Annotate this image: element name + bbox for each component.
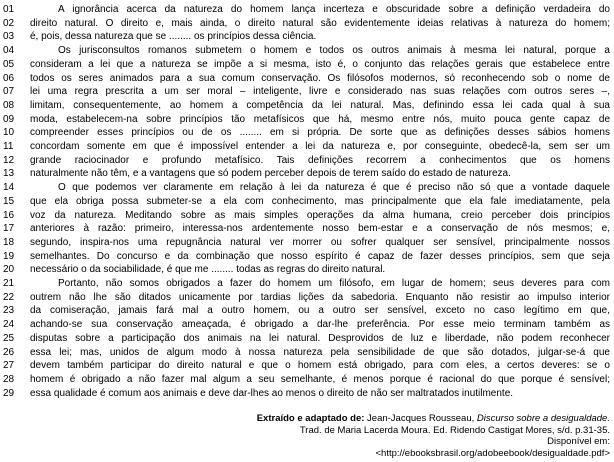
- credit-translation: Trad. de Maria Lacerda Moura. Ed. Ridendo Castigat Mores, s/d. p.31-35.: [299, 424, 610, 436]
- line-number: 09: [3, 113, 15, 125]
- line-text: outrem não lhe são ditados unicamente por tardias lições da sabedoria. Enquanto não resistir ao impulso interior: [30, 291, 610, 303]
- line-text: disputas sobre a participação dos animais na lei natural. Desprovidos de luz e liberdade, não podem reconhecer: [30, 332, 610, 344]
- line-number: 25: [3, 332, 15, 344]
- line-text: A ignorância acerca da natureza do homem lança incerteza e obscuridade sobre a definição verdadeira do: [58, 4, 610, 15]
- passage-line: [3, 181, 610, 195]
- line-text: naturalmente não têm, e a vantagens que só podem perceber depois de terem saído do estado de natureza.: [30, 168, 511, 180]
- credit-author: Jean-Jacques Rousseau,: [367, 413, 475, 425]
- credit-available-label: Disponível em:: [547, 436, 610, 448]
- line-text: grande raciocinador e profundo metafísico. Tais definições recorrem a conhecimentos que os homens: [30, 154, 610, 166]
- line-number: 22: [3, 291, 15, 303]
- passage-line: [3, 250, 610, 264]
- line-number: 05: [3, 58, 15, 70]
- passage-line: [3, 346, 610, 360]
- line-text: O que podemos ver claramente em relação à lei da natureza é que é preciso não só que a vontade daquele: [58, 182, 610, 194]
- passage-line: [3, 359, 610, 373]
- line-number: 26: [3, 346, 15, 358]
- line-number: 19: [3, 250, 15, 262]
- source-credit: [3, 413, 610, 459]
- line-text: homem é obrigado a não fazer mal algum a seu semelhante, é menos porque é racional do que porque é sensível;: [30, 373, 610, 385]
- passage-line: [3, 58, 610, 72]
- line-number: 04: [3, 45, 15, 57]
- passage-line: [3, 17, 610, 31]
- line-text: devem também participar do direito natural e que o homem está obrigado, para com eles, a certos deveres: se o: [30, 360, 610, 372]
- line-text: essa qualidade é comum aos animais e deve dar-lhes ao menos o direito de não ser maltratados inutilmente.: [30, 387, 514, 399]
- credit-title: Discurso sobre a desigualdade.: [476, 413, 610, 425]
- passage-line: [3, 154, 610, 168]
- line-text: Portanto, não somos obrigados a fazer do homem um filósofo, em lugar de homem; seus deveres para com: [58, 278, 610, 290]
- line-number: 21: [3, 278, 15, 290]
- line-text: consideram a lei que a natureza se impõe a si mesma, isto é, o conjunto das relações gerais que estabelece entre: [30, 58, 610, 70]
- line-text: anteriores à razão: primeiro, interessa-nos ardentemente nosso bem-estar e a conservação de nós mesmos; e,: [30, 223, 610, 235]
- line-number: 16: [3, 209, 15, 221]
- passage-line: [3, 140, 610, 154]
- passage-line: [3, 263, 610, 277]
- line-number: 17: [3, 223, 15, 235]
- passage-line: [3, 30, 610, 44]
- line-number: 12: [3, 154, 15, 166]
- line-number: 13: [3, 168, 15, 180]
- passage-line: [3, 318, 610, 332]
- line-text: achando-se sua conservação ameaçada, é obrigado a dar-lhe preferência. Por esse meio terminam também as: [30, 319, 610, 331]
- line-number: 03: [3, 31, 15, 43]
- credit-url: <http://ebooksbrasil.org/adobeebook/desigualdade.pdf>: [375, 447, 610, 459]
- line-number: 08: [3, 99, 15, 111]
- line-text: todos os seres animados para a sua comum conservação. Os filósofos modernos, só reconhecendo sob o nome de: [30, 72, 610, 84]
- line-text: essa lei; mas, unidos de algum modo à nossa natureza pela sensibilidade de que são dotados, julgar-se-á que: [30, 346, 610, 358]
- passage-line: [3, 209, 610, 223]
- passage-line: [3, 277, 610, 291]
- passage-line: [3, 44, 610, 58]
- passage-line: [3, 72, 610, 86]
- line-number: 14: [3, 182, 15, 194]
- passage-line: [3, 113, 610, 127]
- passage-line: [3, 304, 610, 318]
- passage-line: [3, 167, 610, 181]
- line-text: lei uma regra prescrita a um ser moral – inteligente, livre e considerado nas suas relações com outros seres –,: [30, 86, 610, 98]
- credit-source-line: [3, 413, 610, 424]
- line-number: 29: [3, 387, 15, 399]
- line-text: direito natural. O direito e, mais ainda, o direito natural são evidentemente ideias relativas à natureza do homem;: [30, 17, 610, 29]
- line-number: 27: [3, 360, 15, 372]
- line-number: 06: [3, 72, 15, 84]
- passage-line: [3, 222, 610, 236]
- line-number: 20: [3, 264, 15, 276]
- line-text: semelhantes. Do concurso e da combinação que nosso espírito é capaz de fazer desses princípios, sem que seja: [30, 250, 610, 262]
- line-number: 10: [3, 127, 15, 139]
- line-number: 11: [3, 141, 14, 153]
- passage-line: [3, 373, 610, 387]
- line-text: limitam, consequentemente, ao homem a competência da lei natural. Mas, definindo essa lei cada qual à sua: [30, 99, 610, 111]
- passage-line: [3, 126, 610, 140]
- line-text: necessário o da sociabilidade, é que me ........ todas as regras do direito natural.: [30, 264, 386, 276]
- line-text: que ela obriga possa submeter-se a ela com conhecimento, mas principalmente que ela fale imediatamente, pela: [30, 195, 610, 207]
- line-text: compreender esses princípios ou de os ........ em si própria. De sorte que as definições desses sábios homens: [30, 127, 610, 139]
- passage-line: [3, 236, 610, 250]
- line-number: 23: [3, 305, 15, 317]
- passage-line: [3, 99, 610, 113]
- line-text: segundo, inspira-nos uma repugnância natural ver morrer ou sofrer qualquer ser sensível, principalmente nossos: [30, 236, 610, 248]
- passage-line: [3, 195, 610, 209]
- line-number: 15: [3, 195, 15, 207]
- line-number: 18: [3, 236, 15, 248]
- line-number: 28: [3, 373, 15, 385]
- line-text: é, pois, dessa natureza que se ........ os princípios dessa ciência.: [30, 31, 317, 43]
- line-text: concordam somente em que é impossível entender a lei da natureza e, por conseguinte, obedecê-la, sem ser um: [30, 141, 610, 153]
- line-number: 24: [3, 319, 15, 331]
- line-number: 07: [3, 86, 15, 98]
- line-text: Os jurisconsultos romanos submetem o homem e todos os outros animais à mesma lei natural, porque a: [58, 45, 610, 57]
- line-number: 02: [3, 17, 15, 29]
- passage-line: [3, 387, 610, 401]
- line-text: voz da natureza. Meditando sobre as mais simples operações da alma humana, creio perceber dois princípios: [30, 209, 610, 221]
- passage-line: [3, 85, 610, 99]
- reading-passage: [3, 3, 610, 400]
- line-text: da comiseração, jamais fará mal a outro homem, ou a outro ser sensível, exceto no caso legítimo em que,: [30, 305, 610, 317]
- line-number: 01: [3, 4, 15, 15]
- passage-line: [3, 291, 610, 305]
- passage-line: [3, 332, 610, 346]
- line-text: moda, estabelecem-na sobre princípios tão metafísicos que há, mesmo entre nós, muito pouca gente capaz de: [30, 113, 610, 125]
- passage-line: [3, 3, 610, 17]
- credit-label: Extraído e adaptado de:: [256, 413, 365, 425]
